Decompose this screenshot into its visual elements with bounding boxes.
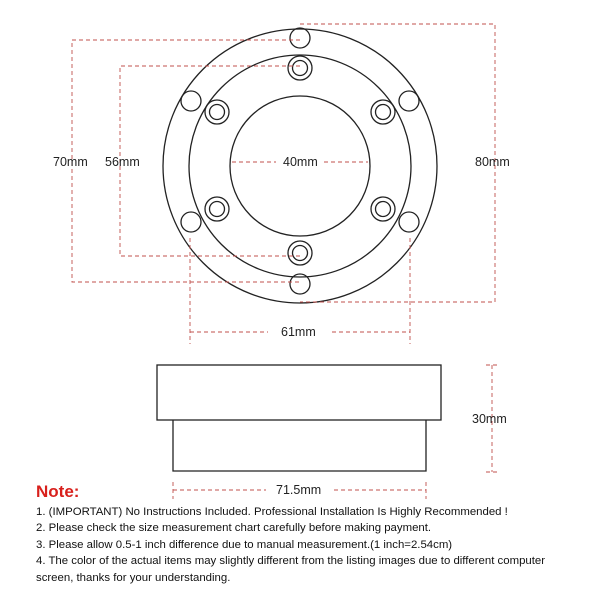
dim-label-80mm: 80mm: [475, 155, 510, 169]
note-item: 1. (IMPORTANT) No Instructions Included. Professional Installation Is Highly Recommended !: [36, 506, 508, 518]
outer-bolt-hole-lower-left: [181, 212, 201, 232]
inner-bolt-hole-upper-left: [205, 100, 229, 124]
inner-bolt-hole-bottom: [288, 241, 312, 265]
side-view: [157, 365, 441, 471]
side-flange-rect: [157, 365, 441, 420]
inner-bolt-hole-lower-left: [205, 197, 229, 221]
inner-bolt-hole-lower-right: [371, 197, 395, 221]
note-title: Note:: [36, 482, 80, 501]
outer-bolt-hole-upper-left: [181, 91, 201, 111]
dim-label-61mm: 61mm: [281, 325, 316, 339]
dimension-lines: [72, 24, 495, 344]
dim-label-56mm: 56mm: [105, 155, 140, 169]
dim-56-bracket: [120, 66, 300, 256]
dim-label-30mm: 30mm: [472, 412, 507, 426]
dim-label-70mm: 70mm: [53, 155, 88, 169]
side-dimension-lines: [173, 365, 498, 499]
note-list: [36, 504, 576, 586]
inner-bolt-hole-upper-right: [371, 100, 395, 124]
dim-label-40mm: 40mm: [283, 155, 318, 169]
side-hub-rect: [173, 420, 426, 471]
note-item: 2. Please check the size measurement chart carefully before making payment.: [36, 522, 432, 535]
outer-bolt-hole-top: [290, 28, 310, 48]
note-item: 3. Please allow 0.5-1 inch difference due to manual measurement.(1 inch=2.54cm): [36, 538, 453, 551]
outer-bolt-hole-upper-right: [399, 91, 419, 111]
inner-bolt-hole-top: [288, 56, 312, 80]
outer-bolt-hole-lower-right: [399, 212, 419, 232]
dim-label-71-5mm: 71.5mm: [276, 483, 322, 497]
dim-80-bracket: [300, 24, 495, 302]
note-item: 4. The color of the actual items may slightly different from the listing images due to different computer screen, thanks for your understanding.: [36, 555, 546, 584]
